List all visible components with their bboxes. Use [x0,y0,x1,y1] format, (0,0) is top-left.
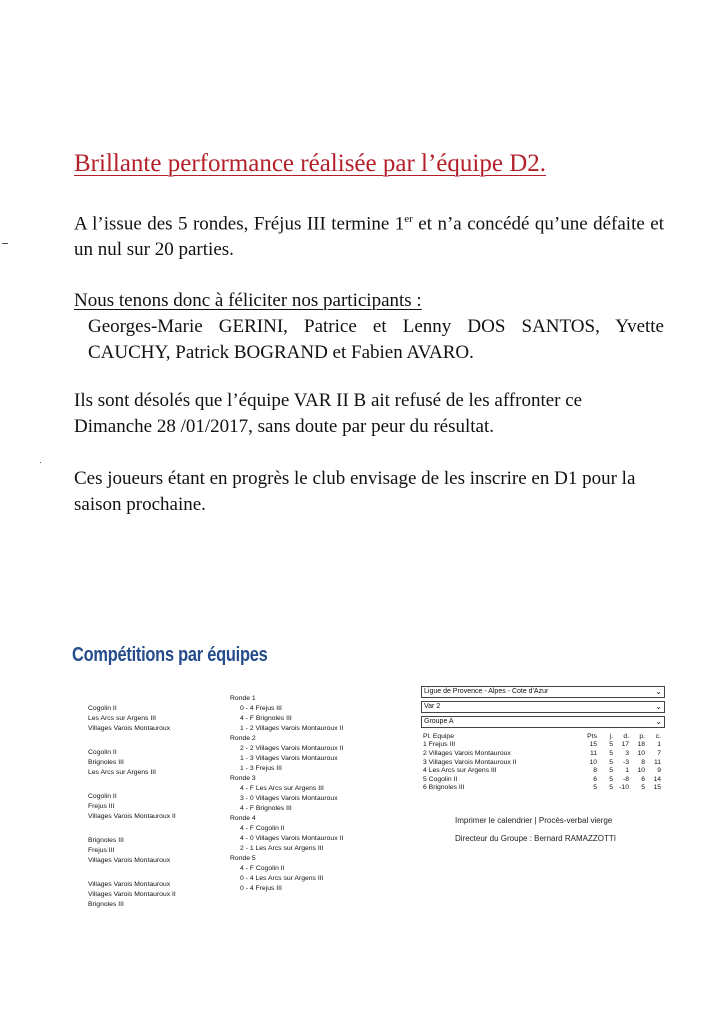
header-team: Pl. Equipe [423,732,454,740]
team-name: Villages Varois Montauroux [88,857,171,864]
stat-cell: 6 [593,775,597,783]
stat-cell: 15 [653,784,661,792]
standings-header-row [421,732,661,741]
team-cell: 2 Villages Varois Montauroux [423,749,511,757]
competition-title: Compétitions par équipes [72,644,268,666]
stat-cell: 5 [593,784,597,792]
stat-cell: 10 [637,749,645,757]
team-name: Brignoles III [88,759,124,766]
standings-row [421,784,661,793]
team-group [88,836,218,866]
intro-text-start: A l’issue des 5 rondes, Fréjus III termine 1 [74,213,405,235]
stat-cell: 5 [609,741,613,749]
stat-cell: 5 [641,784,645,792]
stat-cell: -8 [622,775,629,783]
match-result: 3 - 0 Villages Varois Montauroux [240,795,338,802]
chevron-down-icon: ⌄ [655,717,662,726]
group-director: Directeur du Groupe : Bernard RAMAZZOTTI [455,834,616,843]
team-name: Frejus III [88,847,115,854]
team-name: Frejus III [88,803,115,810]
team-name: Villages Varois Montauroux II [88,891,176,898]
standings-row [421,766,661,775]
stat-cell: 8 [641,758,645,766]
calendar-links[interactable]: Imprimer le calendrier | Procès-verbal vierge [455,816,613,825]
division-select-value: Var 2 [424,703,441,710]
stat-cell: -10 [619,784,629,792]
stat-cell: 6 [641,775,645,783]
match-result: 4 - F Cogolin II [240,825,285,832]
standings-row [421,758,661,767]
participants-heading: Nous tenons donc à féliciter nos participants : [74,290,422,311]
rounds-list [230,694,405,894]
match-result: 1 - 3 Frejus III [240,765,282,772]
standings-row [421,741,661,750]
team-group [88,880,218,910]
round-label: Ronde 2 [230,735,256,742]
match-result: 4 - F Brignoles III [240,715,292,722]
header-played: j. [609,732,613,740]
stat-cell: 5 [609,784,613,792]
team-name: Villages Varois Montauroux [88,725,171,732]
division-select[interactable] [421,701,665,713]
match-result: 0 - 4 Frejus III [240,885,282,892]
team-cell: 4 Les Arcs sur Argens III [423,767,497,775]
round-label: Ronde 1 [230,695,256,702]
team-name: Cogolin II [88,705,117,712]
scan-mark [2,243,8,244]
stat-cell: 5 [609,758,613,766]
stat-cell: 11 [589,749,597,757]
participants-paragraph [74,288,664,366]
match-result: 0 - 4 Frejus III [240,705,282,712]
stat-cell: 14 [653,775,661,783]
team-name: Cogolin II [88,793,117,800]
team-cell: 1 Frejus III [423,741,456,749]
stat-cell: 1 [625,767,629,775]
match-result: 0 - 4 Les Arcs sur Argens III [240,875,324,882]
participants-names: Georges-Marie GERINI, Patrice et Lenny DOS SANTOS, Yvette CAUCHY, Patrick BOGRAND et Fabien AVARO. [88,316,664,363]
stat-cell: 15 [589,741,597,749]
intro-paragraph [74,206,664,263]
team-group [88,748,218,778]
match-result: 1 - 3 Villages Varois Montauroux [240,755,338,762]
standings-panel [421,686,665,792]
forfeit-paragraph: Ils sont désolés que l’équipe VAR II B ait refusé de les affronter ce Dimanche 28 /01/2017, sans doute par peur du résultat. [74,390,583,437]
league-select-value: Ligue de Provence - Alpes - Cote d'Azur [424,688,549,695]
team-name: Les Arcs sur Argens III [88,715,156,722]
match-result: 2 - 2 Villages Varois Montauroux II [240,745,344,752]
header-points: Pts [587,732,597,740]
stat-cell: 1 [657,741,661,749]
standings-table [421,732,661,792]
team-cell: 3 Villages Varois Montauroux II [423,758,517,766]
header-against: c. [655,732,661,740]
group-select[interactable] [421,716,665,728]
round-label: Ronde 4 [230,815,256,822]
stat-cell: 8 [593,767,597,775]
league-select[interactable] [421,686,665,698]
stat-cell: 5 [609,767,613,775]
stat-cell: 11 [653,758,661,766]
header-for: p. [639,732,645,740]
stat-cell: 10 [589,758,597,766]
team-name: Brignoles III [88,901,124,908]
standings-row [421,775,661,784]
stat-cell: -3 [622,758,629,766]
stat-cell: 17 [621,741,629,749]
stat-cell: 5 [609,749,613,757]
team-cell: 6 Brignoles III [423,784,465,792]
team-name: Brignoles III [88,837,124,844]
ordinal-suffix: er [404,213,413,225]
chevron-down-icon: ⌄ [655,702,662,711]
stat-cell: 5 [609,775,613,783]
team-group [88,704,218,734]
stat-cell: 10 [637,767,645,775]
team-name: Les Arcs sur Argens III [88,769,156,776]
stat-cell: 18 [637,741,645,749]
match-result: 4 - F Les Arcs sur Argens III [240,785,324,792]
match-result: 1 - 2 Villages Varois Montauroux II [240,725,344,732]
group-select-value: Groupe A [424,718,454,725]
next-season-paragraph: Ces joueurs étant en progrès le club envisage de les inscrire en D1 pour la saison prochaine. [74,468,636,515]
match-result: 4 - F Brignoles III [240,805,292,812]
team-name: Cogolin II [88,749,117,756]
header-diff: d. [623,732,629,740]
round-label: Ronde 5 [230,855,256,862]
stat-cell: 3 [625,749,629,757]
intro-text-end: et n’a concédé qu’une défaite et un nul sur 20 parties. [74,213,664,261]
team-groups [88,704,218,924]
stat-cell: 7 [657,749,661,757]
round-label: Ronde 3 [230,775,256,782]
team-name: Villages Varois Montauroux II [88,813,176,820]
match-result: 4 - 0 Villages Varois Montauroux II [240,835,344,842]
team-group [88,792,218,822]
match-result: 2 - 1 Les Arcs sur Argens III [240,845,324,852]
team-cell: 5 Cogolin II [423,775,458,783]
standings-row [421,749,661,758]
chevron-down-icon: ⌄ [655,687,662,696]
scan-dot [40,462,41,463]
stat-cell: 9 [657,767,661,775]
team-name: Villages Varois Montauroux [88,881,171,888]
page-title: Brillante performance réalisée par l’équipe D2. [74,150,546,177]
match-result: 4 - F Cogolin II [240,865,285,872]
